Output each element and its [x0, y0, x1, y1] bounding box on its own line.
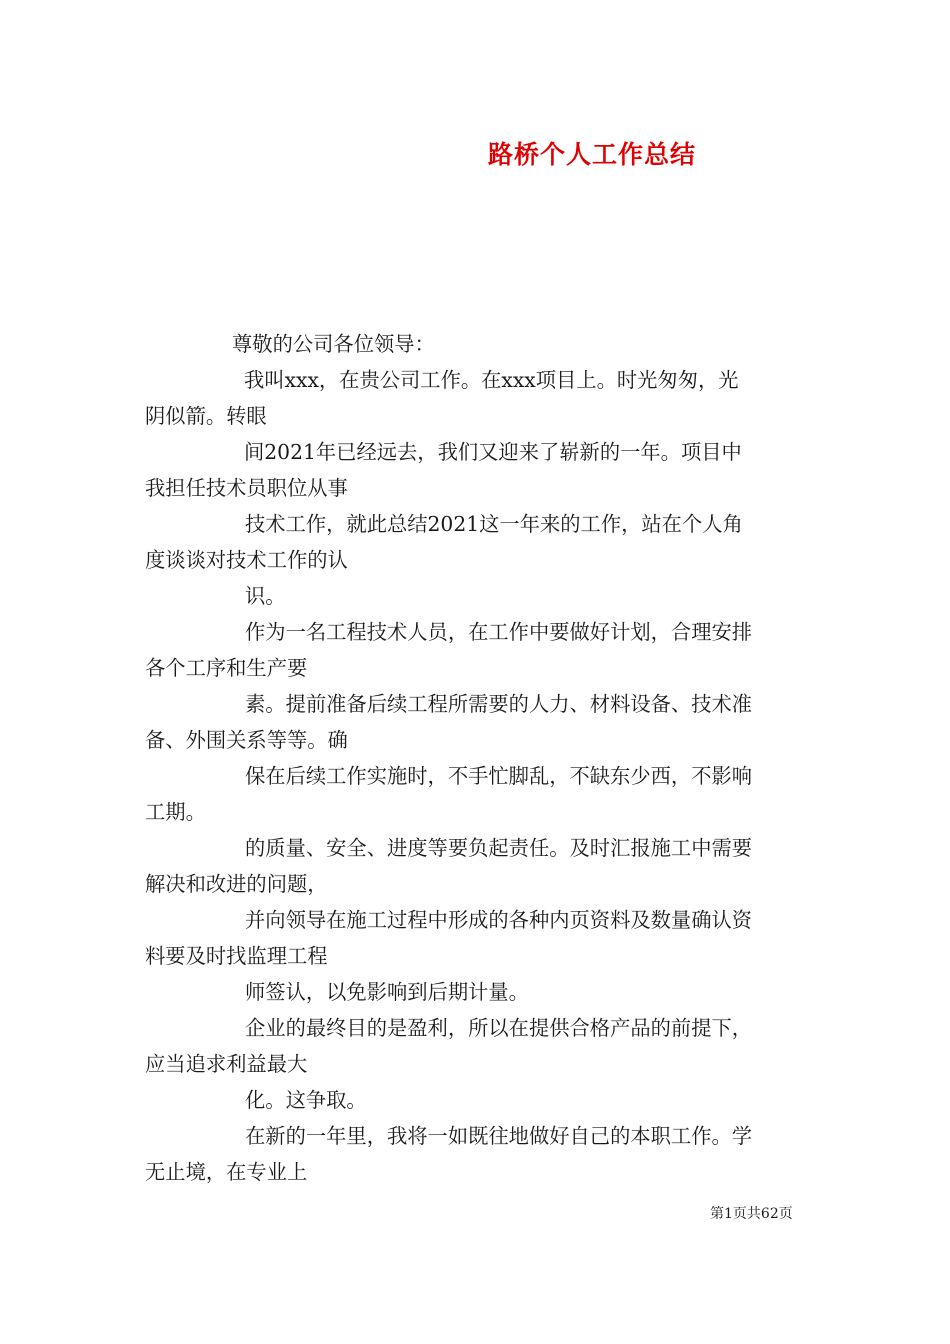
body-line: 化。这争取。 — [245, 1088, 367, 1112]
body-line: 保在后续工作实施时，不手忙脚乱，不缺东少西，不影响 — [245, 764, 753, 788]
body-line: 并向领导在施工过程中形成的各种内页资料及数量确认资 — [245, 908, 753, 932]
body-line: 我担任技术员职位从事 — [145, 476, 348, 500]
body-line: 在新的一年里，我将一如既往地做好自己的本职工作。学 — [245, 1124, 753, 1148]
body-line: 应当追求利益最大 — [145, 1052, 308, 1076]
body-line: 技术工作，就此总结2021这一年来的工作，站在个人角 — [245, 512, 743, 536]
body-line: 的质量、安全、进度等要负起责任。及时汇报施工中需要 — [245, 836, 753, 860]
body-line: 无止境，在专业上 — [145, 1160, 308, 1184]
body-line: 素。提前准备后续工程所需要的人力、材料设备、技术准 — [245, 692, 753, 716]
page-number-footer: 第1页共62页 — [710, 1206, 793, 1222]
body-line: 师签认，以免影响到后期计量。 — [245, 980, 529, 1004]
body-line: 间2021年已经远去，我们又迎来了崭新的一年。项目中 — [244, 440, 742, 464]
body-line: 我叫xxx，在贵公司工作。在xxx项目上。时光匆匆，光 — [244, 368, 739, 392]
document-body — [145, 326, 810, 1190]
document-title: 路桥个人工作总结 — [488, 140, 697, 169]
body-line: 度谈谈对技术工作的认 — [145, 548, 348, 572]
body-line: 阴似箭。转眼 — [145, 404, 267, 428]
body-line: 识。 — [245, 584, 286, 608]
body-line: 作为一名工程技术人员，在工作中要做好计划，合理安排 — [245, 620, 753, 644]
body-line: 企业的最终目的是盈利，所以在提供合格产品的前提下， — [245, 1016, 753, 1040]
body-line: 工期。 — [145, 800, 206, 824]
body-line: 备、外围关系等等。确 — [145, 728, 348, 752]
body-line: 料要及时找监理工程 — [145, 944, 328, 968]
body-line: 各个工序和生产要 — [145, 656, 308, 680]
body-line: 解决和改进的问题， — [145, 872, 328, 896]
greeting-line: 尊敬的公司各位领导： — [232, 332, 435, 356]
